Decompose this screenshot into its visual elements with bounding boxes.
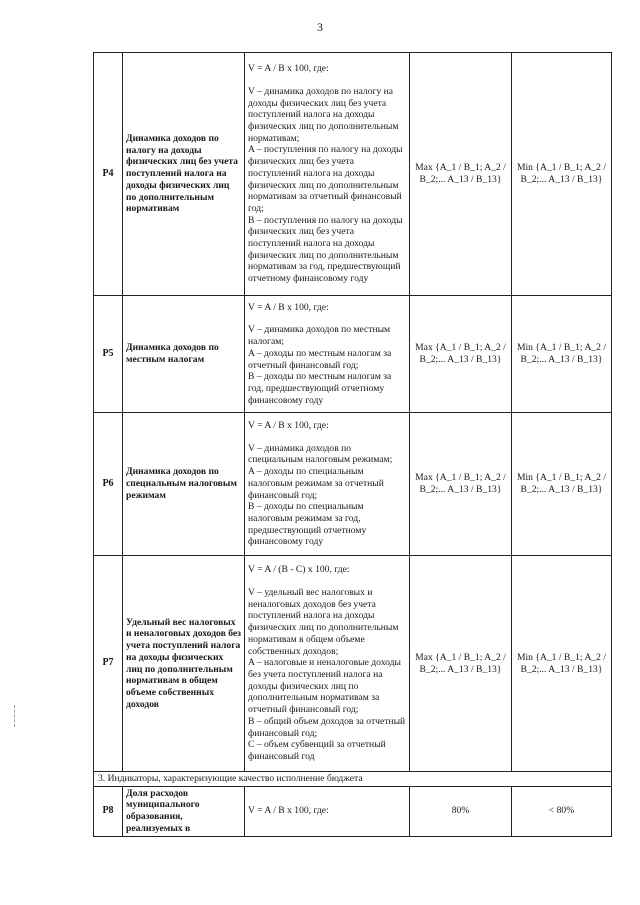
max-value: 80% xyxy=(410,786,512,836)
page-number: 3 xyxy=(317,20,323,34)
formula-line: C – объем субвенций за отчетный финансовый год xyxy=(248,739,386,762)
min-value: < 80% xyxy=(512,786,612,836)
formula-line: A – доходы по местным налогам за отчетный финансовый год; xyxy=(248,347,392,371)
section-title: 3. Индикаторы, характеризующие качество исполнение бюджета xyxy=(94,772,612,787)
min-value: Min {A_1 / B_1; A_2 / B_2;... A_13 / B_13} xyxy=(512,556,612,772)
formula-line: A – доходы по специальным налоговым режимам за отчетный финансовый год; xyxy=(248,466,384,501)
indicator-name: Динамика доходов по местным налогам xyxy=(123,296,245,413)
formula-head: V = A / B x 100, где: xyxy=(248,63,329,75)
indicator-code: P5 xyxy=(94,296,123,413)
indicator-formula xyxy=(245,296,410,413)
table-row-p4 xyxy=(94,53,612,296)
indicator-name: Динамика доходов по специальным налоговым режимам xyxy=(123,413,245,556)
indicator-code: P7 xyxy=(94,556,123,772)
formula-line: V – динамика доходов по специальным налоговым режимам; xyxy=(248,442,393,466)
formula-line: B – доходы по местным налогам за год, предшествующий отчетному финансовому году xyxy=(248,371,392,406)
table-row-p7 xyxy=(94,556,612,772)
indicator-formula xyxy=(245,413,410,556)
formula-line: A – поступления по налогу на доходы физических лиц без учета поступлений налога на доходы физических лиц по дополнительным нормативам за отчетный финансовый год; xyxy=(248,144,403,214)
section-row xyxy=(94,772,612,787)
formula-head: V = A / B x 100, где: xyxy=(248,301,329,313)
formula-head: V = A / (B - C) x 100, где: xyxy=(248,564,350,576)
formula-line: V – динамика доходов по местным налогам; xyxy=(248,324,391,348)
margin-mark xyxy=(14,705,17,727)
indicator-name: Доля расходов муниципального образования, реализуемых в xyxy=(123,786,245,836)
formula-line: V – динамика доходов по налогу на доходы физических лиц без учета поступлений налога на доходы физических лиц по дополнительным нормативам; xyxy=(248,85,399,144)
formula-head: V = A / B x 100, где: xyxy=(248,805,329,817)
formula-line: A – налоговые и неналоговые доходы без учета поступлений налога на доходы физических лиц по дополнительным нормативам за отчетный финансовый год; xyxy=(248,657,402,716)
indicator-table xyxy=(93,52,612,837)
indicator-name: Удельный вес налоговых и неналоговых доходов без учета поступлений налога на доходы физических лиц по дополнительным нормативам в общем объеме собственных доходов xyxy=(123,556,245,772)
table-row-p6 xyxy=(94,413,612,556)
formula-line: B – общий объем доходов за отчетный финансовый год; xyxy=(248,715,406,739)
min-value: Min {A_1 / B_1; A_2 / B_2;... A_13 / B_13} xyxy=(512,296,612,413)
formula-line: V – удельный вес налоговых и неналоговых доходов без учета поступлений налога на доходы физических лиц по дополнительным нормативам в общем объеме собственных доходов; xyxy=(248,587,399,657)
indicator-formula xyxy=(245,53,410,296)
max-value: Max {A_1 / B_1; A_2 / B_2;... A_13 / B_13} xyxy=(410,53,512,296)
formula-line: B – доходы по специальным налоговым режимам за год, предшествующий отчетному финансовому году xyxy=(248,501,367,548)
min-value: Min {A_1 / B_1; A_2 / B_2;... A_13 / B_13} xyxy=(512,53,612,296)
min-value: Min {A_1 / B_1; A_2 / B_2;... A_13 / B_13} xyxy=(512,413,612,556)
max-value: Max {A_1 / B_1; A_2 / B_2;... A_13 / B_13} xyxy=(410,413,512,556)
indicator-code: P4 xyxy=(94,53,123,296)
indicator-name: Динамика доходов по налогу на доходы физических лиц без учета поступлений налога на доходы физических лиц по дополнительным нормативам xyxy=(123,53,245,296)
indicator-code: P6 xyxy=(94,413,123,556)
indicator-formula xyxy=(245,786,410,836)
formula-head: V = A / B x 100, где: xyxy=(248,419,329,431)
table-row-p5 xyxy=(94,296,612,413)
indicator-formula xyxy=(245,556,410,772)
formula-line: B – поступления по налогу на доходы физических лиц без учета поступлений налога на доходы физических лиц по дополнительным нормативам за год, предшествующий отчетному финансовому году xyxy=(248,214,403,285)
max-value: Max {A_1 / B_1; A_2 / B_2;... A_13 / B_13} xyxy=(410,556,512,772)
indicator-code: P8 xyxy=(94,786,123,836)
max-value: Max {A_1 / B_1; A_2 / B_2;... A_13 / B_13} xyxy=(410,296,512,413)
table-row-p8 xyxy=(94,786,612,836)
